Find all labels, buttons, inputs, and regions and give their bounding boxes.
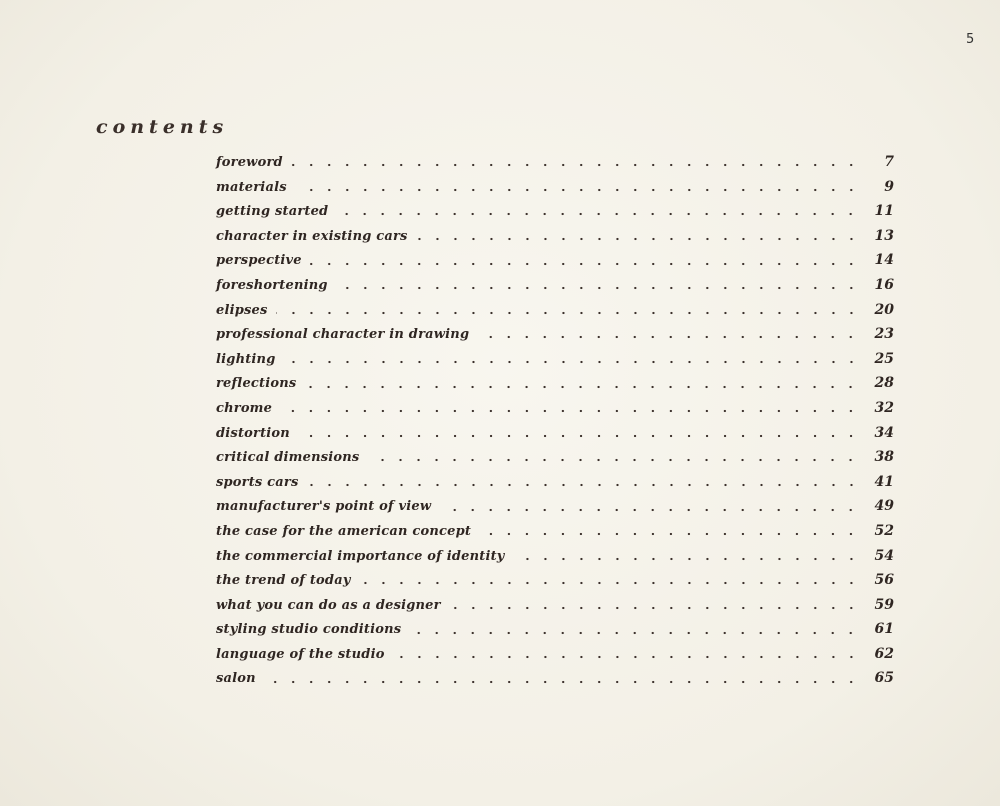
toc-entry-title: manufacturer's point of view <box>216 499 432 515</box>
dot-leader <box>264 680 860 684</box>
toc-entry-page: 28 <box>874 375 894 392</box>
dot-leader <box>280 409 860 413</box>
toc-entry-page: 14 <box>874 252 894 269</box>
toc-entry <box>216 445 894 470</box>
dot-leader <box>336 212 860 216</box>
toc-entry-page: 56 <box>874 572 894 589</box>
toc-entry-title: elipses <box>216 302 268 318</box>
dot-leader <box>409 631 860 635</box>
toc-entry-page: 49 <box>874 498 894 515</box>
toc-entry-page: 54 <box>874 547 894 564</box>
toc-entry-page: 61 <box>874 621 894 638</box>
dot-leader <box>513 557 860 561</box>
toc-entry-title: chrome <box>216 400 273 416</box>
toc-entry-title: the trend of today <box>216 573 351 589</box>
toc-entry <box>216 519 894 544</box>
toc-entry <box>216 568 894 593</box>
toc-entry-page: 9 <box>884 178 894 195</box>
dot-leader <box>336 286 860 290</box>
toc-entry <box>216 666 894 691</box>
dot-leader <box>479 532 860 536</box>
toc-entry-page: 52 <box>874 522 894 539</box>
toc-entry-title: the case for the american concept <box>216 523 472 539</box>
dot-leader <box>284 360 860 364</box>
toc-entry-page: 13 <box>874 227 894 244</box>
toc-entry-title: critical dimensions <box>216 450 360 466</box>
dot-leader <box>359 581 860 585</box>
dot-leader <box>276 311 860 315</box>
toc-entry <box>216 224 894 249</box>
toc-entry-page: 38 <box>874 449 894 466</box>
dot-leader <box>367 458 860 462</box>
toc-entry <box>216 421 894 446</box>
toc-entry-title: the commercial importance of identity <box>216 548 505 564</box>
dot-leader <box>393 655 860 659</box>
toc-entry-title: foreword <box>216 155 283 170</box>
toc-entry-title: what you can do as a designer <box>216 597 441 613</box>
dot-leader <box>449 606 860 610</box>
toc-heading: contents <box>96 116 229 138</box>
toc-entry <box>216 494 894 519</box>
toc-entry <box>216 248 894 273</box>
toc-entry-page: 16 <box>874 276 894 293</box>
dot-leader <box>291 163 860 167</box>
toc-entry <box>216 617 894 642</box>
toc-entry-title: language of the studio <box>216 646 385 662</box>
toc-entry-page: 65 <box>874 670 894 687</box>
toc-entry <box>216 593 894 618</box>
toc-entry <box>216 642 894 667</box>
toc-entry-title: salon <box>216 671 256 687</box>
dot-leader <box>295 188 860 192</box>
toc-entry-page: 41 <box>874 473 894 490</box>
toc-entry <box>216 470 894 495</box>
dot-leader <box>416 237 860 241</box>
toc-entry-page: 34 <box>874 424 894 441</box>
toc-entry-page: 62 <box>874 645 894 662</box>
dot-leader <box>298 434 860 438</box>
toc-entry <box>216 273 894 298</box>
toc-entry-title: materials <box>216 179 287 195</box>
toc-entry-page: 23 <box>874 326 894 343</box>
toc-entry-title: reflections <box>216 376 297 392</box>
toc-entry <box>216 199 894 224</box>
toc-entry-title: distortion <box>216 425 290 441</box>
toc-entry <box>216 322 894 347</box>
toc-entry-title: styling studio conditions <box>216 622 402 638</box>
dot-leader <box>304 385 860 389</box>
toc-entry <box>216 371 894 396</box>
toc-entry-title: sports cars <box>216 474 299 490</box>
toc-entry <box>216 544 894 569</box>
toc-entry-title: getting started <box>216 204 329 220</box>
toc-entry <box>216 175 894 200</box>
dot-leader <box>307 483 861 487</box>
dot-leader <box>310 262 860 266</box>
dot-leader <box>477 335 860 339</box>
page-number: 5 <box>966 32 975 47</box>
toc-entry-page: 25 <box>874 350 894 367</box>
toc-entry-page: 20 <box>874 301 894 318</box>
toc-entry-page: 7 <box>884 154 894 170</box>
toc-entry-title: professional character in drawing <box>216 327 470 343</box>
toc-entry <box>216 396 894 421</box>
toc-entry-page: 32 <box>874 399 894 416</box>
toc-entry <box>216 150 894 175</box>
toc-entry-page: 11 <box>874 203 894 220</box>
toc-entry-title: character in existing cars <box>216 228 408 244</box>
toc-entry-page: 59 <box>874 596 894 613</box>
table-of-contents <box>216 150 894 691</box>
toc-entry-title: perspective <box>216 253 302 269</box>
toc-entry <box>216 347 894 372</box>
toc-entry-title: foreshortening <box>216 277 328 293</box>
toc-entry-title: lighting <box>216 351 276 367</box>
toc-entry <box>216 298 894 323</box>
dot-leader <box>439 508 860 512</box>
